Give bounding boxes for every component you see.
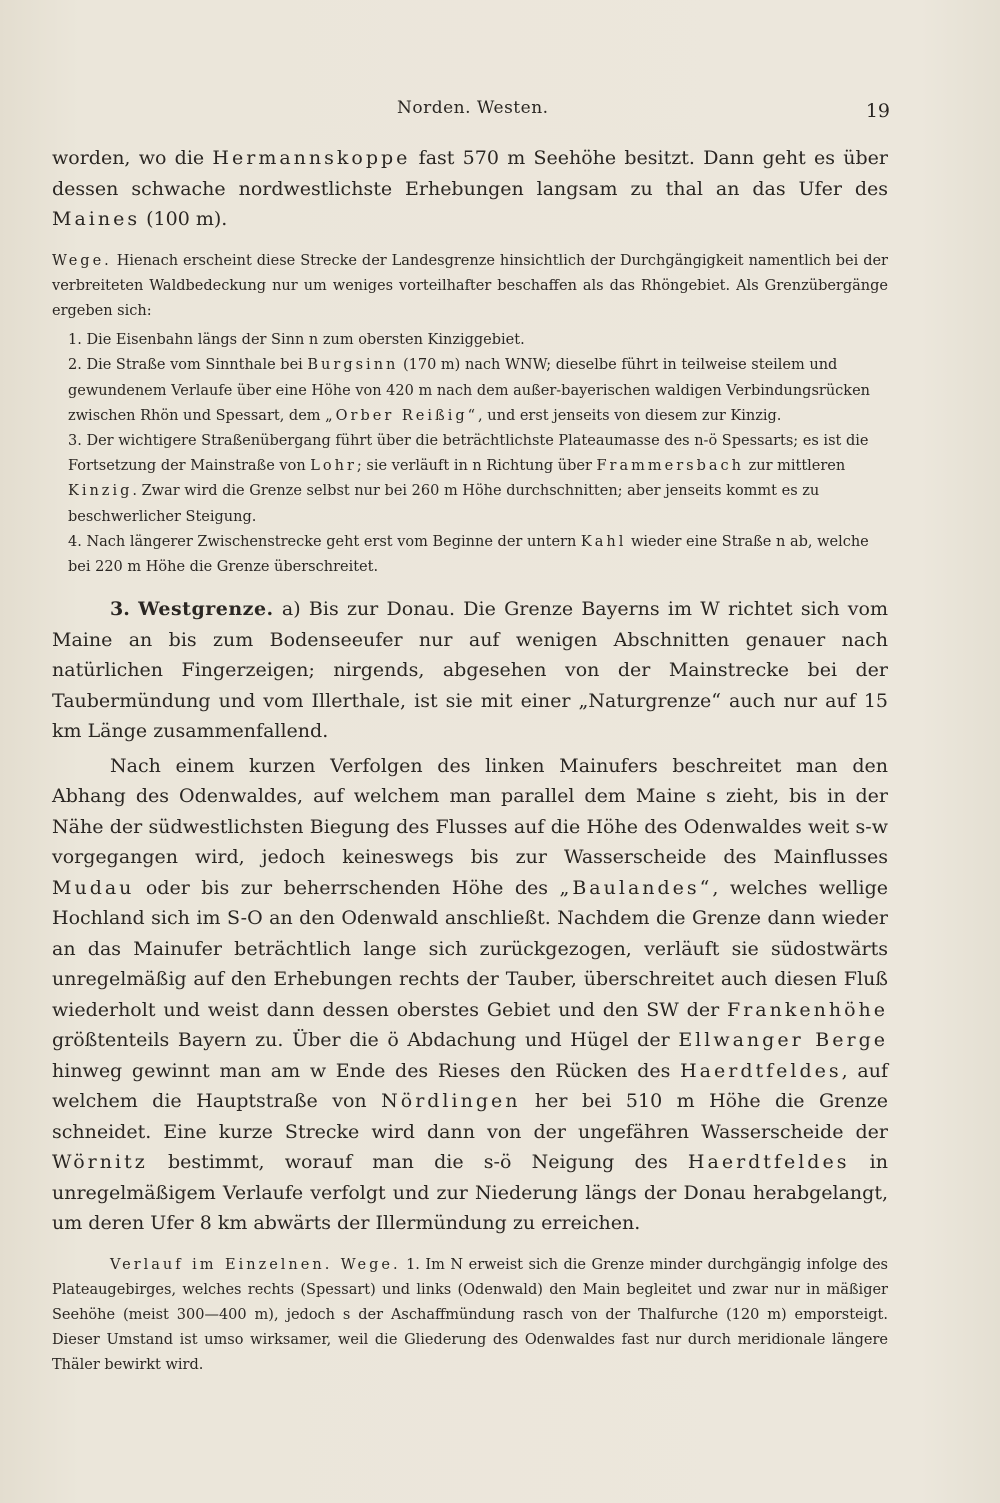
text-run: größtenteils Bayern zu. Über die ö Abdachung und Hügel der [52, 1029, 679, 1052]
place-name: Wörnitz [52, 1151, 148, 1174]
text-run: , auf welchem die Hauptstraße von [52, 1059, 888, 1113]
detail-label: Verlauf im Einzelnen. [110, 1256, 333, 1273]
section-westgrenze [52, 594, 888, 747]
text-run: Hienach erscheint diese Strecke der Landesgrenze hinsichtlich der Durchgängigkeit namentlich bei der verbreiteten Waldbedeckung nur um weniges vorteilhafter beschaffen als das Rhöngebiet. Als Grenzübergänge ergeben sich: [52, 252, 888, 319]
place-name: Frankenhöhe [727, 998, 888, 1021]
text-run: , welches wellige Hochland sich im S-O an den Odenwald anschließt. Nachdem die Grenze dann wieder an das Mainufer beträchtlich lange sich zurückgezogen, verläuft sie südostwärts unregelmäßig auf den Erhebungen rechts der Tauber, überschreitet auch diesen Fluß wiederholt und weist dann dessen oberstes Gebiet und den SW der [52, 876, 888, 1021]
wege-paragraph [52, 249, 888, 325]
place-name: Hermannskoppe [212, 147, 411, 169]
text-run: , und erst jenseits von diesem zur Kinzig. [478, 407, 782, 424]
page-body [52, 143, 888, 1379]
list-item [52, 328, 888, 353]
list-item-text [68, 353, 888, 429]
running-head: Norden. Westen. [397, 98, 549, 118]
text-run: Der wichtigere Straßenübergang führt über die beträchtlichste Plateaumasse des n-ö Spessarts; es ist die Fortsetzung der Mainstraße von [68, 432, 869, 475]
text-run: her bei 510 m Höhe die Grenze schneidet. Eine kurze Strecke wird dann von der ungefähren Wasserscheide der [52, 1090, 888, 1143]
crossing-list [52, 328, 888, 580]
text-run: . Zwar wird die Grenze selbst nur bei 260 m Höhe durchschnitten; aber jenseits kommt es zu beschwerlicher Steigung. [68, 483, 820, 525]
text-run: zur mittleren [743, 458, 846, 475]
list-number: 4. [68, 533, 82, 550]
text-run: oder bis zur beherrschenden Höhe des [134, 876, 560, 899]
wege-label: Wege. [332, 1256, 401, 1273]
list-item [52, 530, 888, 580]
text-run: fast 570 m Seehöhe besitzt. Dann geht es über dessen schwache nordwestlichste Erhebungen langsam zu thal an das Ufer des [52, 147, 888, 200]
list-number: 3. [68, 432, 82, 449]
text-run: ; sie verläuft in n Richtung über [356, 458, 597, 475]
intro-paragraph [52, 143, 888, 235]
list-item [52, 429, 888, 530]
place-name: Haerdtfeldes [680, 1059, 842, 1082]
text-run: worden, wo die [52, 147, 213, 169]
text-run: Nach längerer Zwischenstrecke geht erst vom Beginne der untern [86, 533, 581, 550]
text-run: bestimmt, worauf man die s-ö Neigung des [147, 1151, 688, 1174]
place-name: Kahl [580, 533, 627, 550]
place-name: Lohr [310, 458, 357, 475]
place-name: Burgsinn [307, 357, 399, 374]
text-run: (170 m) nach WNW; dieselbe führt in teilweise steilem und gewundenem Verlaufe über eine Höhe von 420 m nach dem außer-bayerischen waldigen Verbindungsrücken zwischen Rhön und Spessart, dem [68, 357, 870, 424]
text-run: Nach einem kurzen Verfolgen des linken Mainufers beschreitet man den Abhang des Odenwaldes, auf welchem man parallel dem Maine s zieht, bis in der Nähe der südwestlichsten Biegung des Flusses auf die Höhe des Odenwaldes weit s-w vorgegangen wird, jedoch keineswegs bis zur Wasserscheide des Mainflusses [52, 754, 888, 869]
section-number: 3. [110, 598, 130, 621]
text-run: 1. Im N erweist sich die Grenze minder durchgängig infolge des Plateaugebirges, welches rechts (Spessart) und links (Odenwald) den Main begleitet und zwar nur in mäßiger Seehöhe (meist 300—400 m), jedoch s der Aschaffmündung rasch von der Thalfurche (120 m) emporsteigt. Dieser Umstand ist umso wirksamer, weil die Gliederung des Odenwaldes fast nur durch meridionale längere Thäler bewirkt wird. [52, 1256, 888, 1374]
text-run: hinweg gewinnt man am w Ende des Rieses den Rücken des [52, 1059, 681, 1082]
place-name: „Baulandes“ [559, 876, 713, 899]
place-name: Mudau [52, 876, 135, 899]
main-paragraph [52, 751, 888, 1239]
place-name: „Orber Reißig“ [325, 407, 479, 424]
page-header [52, 98, 888, 128]
text-run: Die Straße vom Sinnthale bei [86, 357, 308, 374]
page-number: 19 [865, 100, 890, 122]
text-run: in unregelmäßigem Verlaufe verfolgt und zur Niederung längs der Donau herabgelangt, um deren Ufer 8 km abwärts der Illermündung zu erreichen. [52, 1151, 888, 1235]
place-name: Frammersbach [596, 458, 744, 475]
list-number: 1. [68, 332, 82, 349]
text-run: Die Eisenbahn längs der Sinn n zum obersten Kinziggebiet. [86, 332, 525, 349]
place-name: Haerdtfeldes [687, 1151, 850, 1174]
section-title: Westgrenze. [138, 598, 274, 621]
wege-label: Wege. [52, 252, 112, 269]
list-item-text [68, 429, 888, 530]
place-name: Kinzig [68, 483, 133, 500]
place-name: Maines [52, 208, 141, 230]
list-item-text [68, 530, 888, 580]
text-run: wieder eine Straße n ab, welche bei 220 m Höhe die Grenze überschreitet. [68, 533, 869, 575]
detail-paragraph [52, 1253, 888, 1379]
list-item [52, 353, 888, 429]
list-number: 2. [68, 357, 82, 374]
text-run: (100 m). [140, 208, 228, 230]
text-run: a) Bis zur Donau. Die Grenze Bayerns im W richtet sich vom Maine an bis zum Bodenseeufer nur auf wenigen Abschnitten genauer nach natürlichen Fingerzeigen; nirgends, abgesehen von der Mainstrecke bei der Taubermündung und vom Illerthale, ist sie mit einer „Naturgrenze“ auch nur auf 15 km Länge zusammenfallend. [52, 598, 888, 743]
place-name: Ellwanger Berge [678, 1029, 888, 1052]
list-item-text [68, 328, 888, 353]
place-name: Nördlingen [381, 1090, 521, 1113]
